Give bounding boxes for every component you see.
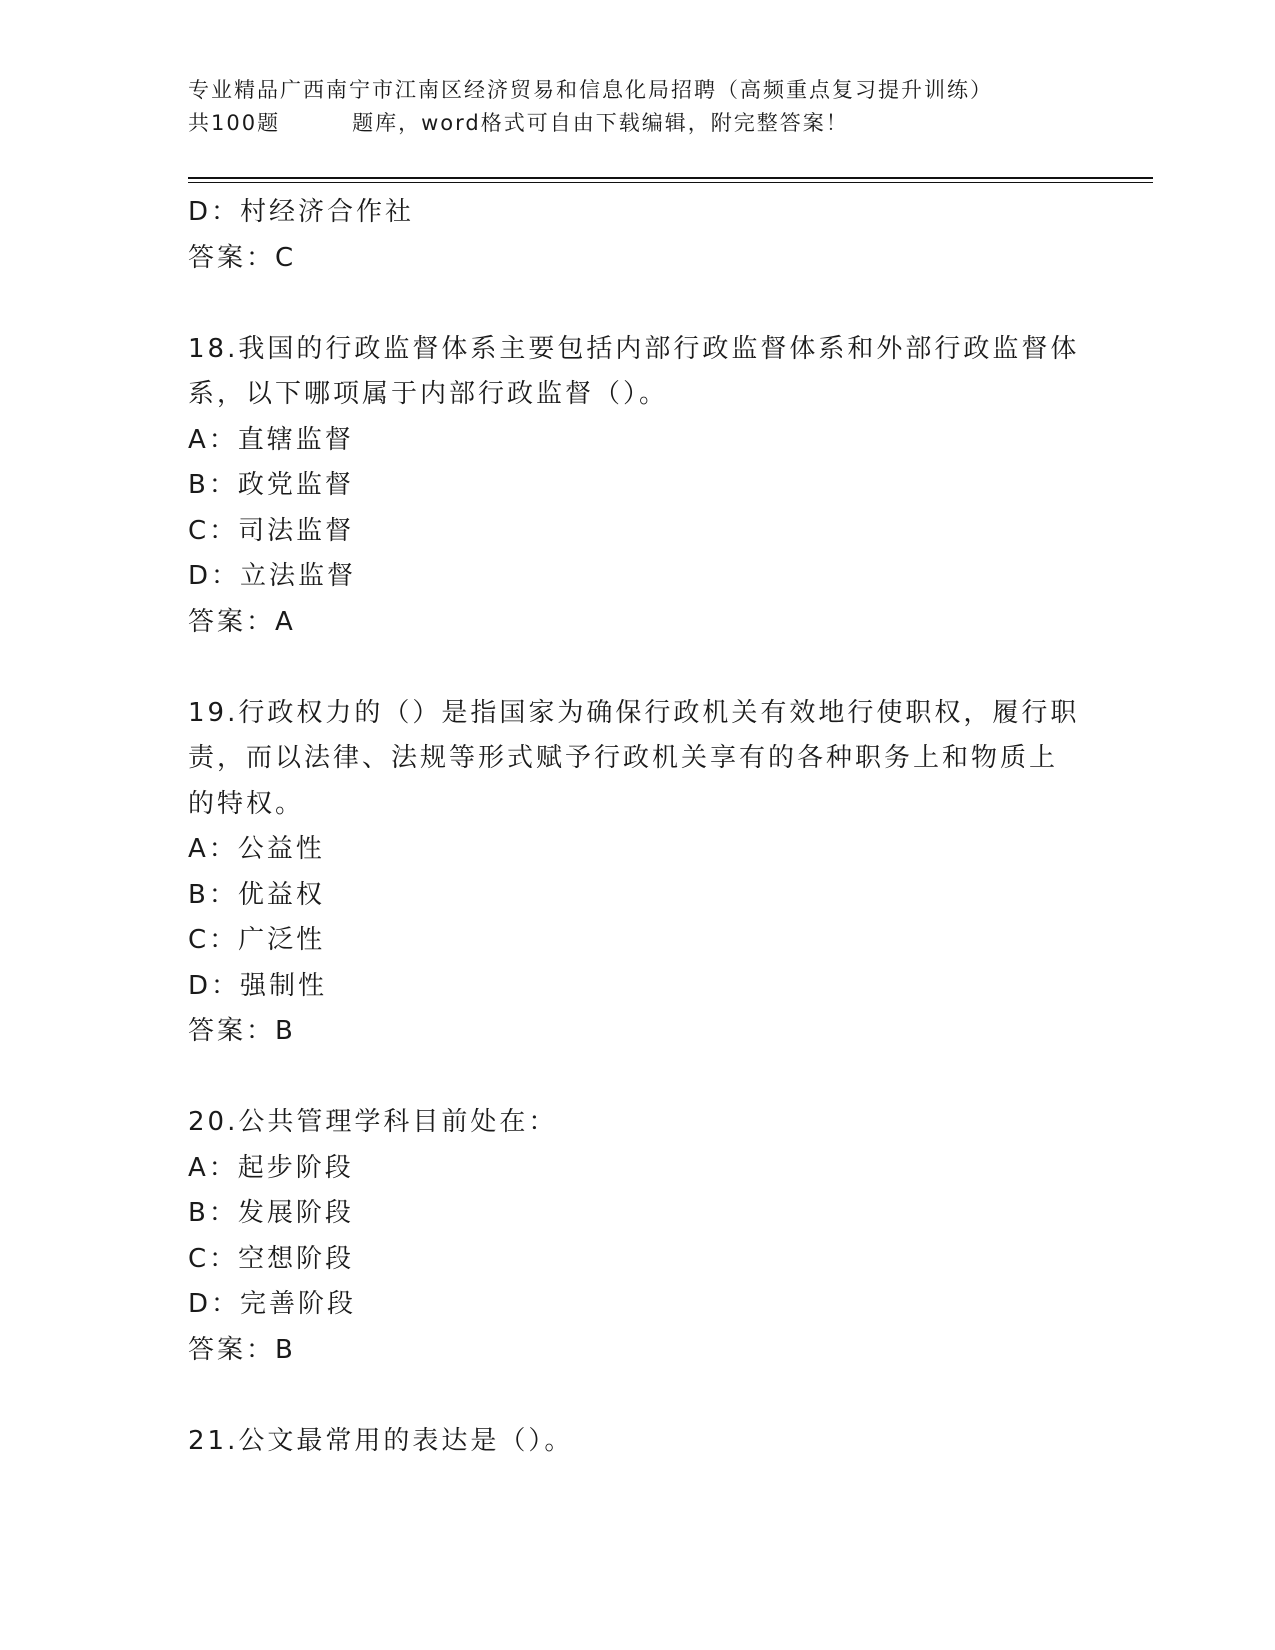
question-19-text-line3: 的特权。	[188, 788, 305, 819]
question-20-answer: 答案：B	[188, 1334, 296, 1365]
spacer	[188, 1055, 1088, 1101]
question-20-option-a: A：起步阶段	[188, 1152, 354, 1183]
header-divider-thin	[188, 182, 1153, 183]
question-18-text-line2: 系，以下哪项属于内部行政监督（）。	[188, 379, 669, 409]
question-18-option-c: C：司法监督	[188, 515, 355, 546]
question-18-answer: 答案：A	[188, 606, 296, 637]
prev-answer: 答案：C	[188, 242, 297, 273]
question-19-option-b: B：优益权	[188, 879, 325, 910]
spacer	[188, 1373, 1088, 1419]
header-question-count: 共100题	[188, 111, 281, 135]
question-18	[188, 327, 1088, 646]
question-21	[188, 1419, 1088, 1465]
question-20-option-d: D：完善阶段	[188, 1289, 357, 1319]
question-20-option-c: C：空想阶段	[188, 1243, 355, 1274]
question-19-text-line1: 19.行政权力的（）是指国家为确保行政机关有效地行使职权，履行职	[188, 697, 1080, 728]
question-18-text-line1: 18.我国的行政监督体系主要包括内部行政监督体系和外部行政监督体	[188, 333, 1080, 364]
header-title: 专业精品广西南宁市江南区经济贸易和信息化局招聘（高频重点复习提升训练）	[188, 78, 993, 102]
question-20	[188, 1100, 1088, 1373]
prev-option-d: D：村经济合作社	[188, 197, 415, 227]
header-description: 题库，word格式可自由下载编辑，附完整答案！	[352, 111, 849, 135]
question-19-option-c: C：广泛性	[188, 925, 326, 955]
question-19-option-a: A：公益性	[188, 834, 325, 864]
question-19-option-d: D：强制性	[188, 970, 328, 1001]
question-list	[188, 190, 1088, 1464]
question-21-text-line1: 21.公文最常用的表达是（）。	[188, 1425, 574, 1456]
question-18-option-a: A：直辖监督	[188, 424, 354, 455]
question-18-option-d: D：立法监督	[188, 561, 357, 591]
question-20-option-b: B：发展阶段	[188, 1198, 354, 1228]
header-subtitle	[188, 107, 1088, 140]
spacer	[188, 645, 1088, 691]
question-18-option-b: B：政党监督	[188, 470, 354, 500]
question-19	[188, 691, 1088, 1055]
spacer	[188, 281, 1088, 327]
question-19-text-line2: 责，而以法律、法规等形式赋予行政机关享有的各种职务上和物质上	[188, 743, 1059, 773]
question-19-answer: 答案：B	[188, 1016, 296, 1046]
header-divider-thick	[188, 177, 1153, 179]
document-header	[188, 74, 1088, 140]
question-20-text-line1: 20.公共管理学科目前处在：	[188, 1107, 558, 1137]
